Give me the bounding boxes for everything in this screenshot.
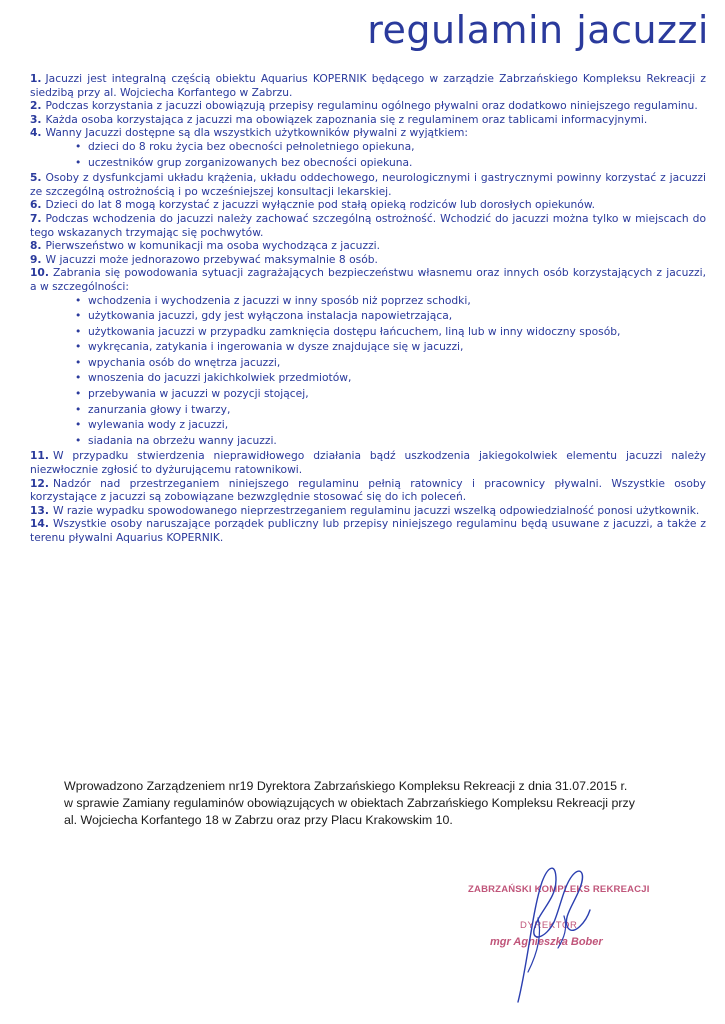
rule-subitem: • użytkowania jacuzzi w przypadku zamknięcia dostępu łańcuchem, liną lub w inny widoczny sposób, <box>75 325 706 339</box>
rule-text: Dzieci do lat 8 mogą korzystać z jacuzzi wyłącznie pod stałą opieką rodziców lub dorosłych opiekunów. <box>45 198 596 212</box>
rule-number: 6. <box>30 198 42 212</box>
rule-item <box>30 239 706 253</box>
handwritten-signature <box>498 852 618 1012</box>
rule-item <box>30 99 706 113</box>
rule-subitem: • wnoszenia do jacuzzi jakichkolwiek przedmiotów, <box>75 371 706 385</box>
rule-text: Podczas korzystania z jacuzzi obowiązują przepisy regulaminu ogólnego pływalni oraz dodatkowo niniejszego regulaminu. <box>45 99 698 113</box>
rule-subitem: • wykręcania, zatykania i ingerowania w dysze znajdujące się w jacuzzi, <box>75 340 706 354</box>
footer-line: al. Wojciecha Korfantego 18 w Zabrzu oraz przy Placu Krakowskim 10. <box>64 813 453 827</box>
rule-sublist <box>30 294 706 448</box>
footer-line: Wprowadzono Zarządzeniem nr19 Dyrektora Zabrzańskiego Kompleksu Rekreacji z dnia 31.07.2015 r. <box>64 779 628 793</box>
rule-text: Wszystkie osoby naruszające porządek publiczny lub przepisy niniejszego regulaminu będą usuwane z jacuzzi, a także z terenu pływalni Aquarius KOPERNIK. <box>30 517 706 544</box>
rule-number: 10. <box>30 266 49 280</box>
rule-subitem: • wchodzenia i wychodzenia z jacuzzi w inny sposób niż poprzez schodki, <box>75 294 706 308</box>
rule-text: W jacuzzi może jednorazowo przebywać maksymalnie 8 osób. <box>45 252 378 266</box>
director-stamp <box>468 880 668 1010</box>
rule-number: 2. <box>30 99 42 113</box>
rule-number: 4. <box>30 126 42 140</box>
rule-subitem: • użytkowania jacuzzi, gdy jest wyłączona instalacja napowietrzająca, <box>75 309 706 323</box>
rule-item <box>30 72 706 99</box>
rule-item <box>30 477 706 504</box>
rule-item <box>30 126 706 140</box>
footer-line: w sprawie Zamiany regulaminów obowiązujących w obiektach Zabrzańskiego Kompleksu Rekreacji przy <box>64 796 635 810</box>
rule-number: 11. <box>30 449 49 463</box>
rule-text: Pierwszeństwo w komunikacji ma osoba wychodząca z jacuzzi. <box>45 239 381 253</box>
footer-note <box>64 778 704 829</box>
stamp-role: DYREKTOR <box>520 920 578 931</box>
rule-text: Nadzór nad przestrzeganiem niniejszego regulaminu pełnią ratownicy i pracownicy pływalni. Wszystkie osoby korzystające z jacuzzi są zobowiązane bezwzględnie stosować się do ich poleceń. <box>30 476 706 504</box>
rule-text: W razie wypadku spowodowanego nieprzestrzeganiem regulaminu jacuzzi wszelką odpowiedzialność ponosi użytkownik. <box>52 503 700 517</box>
rule-subitem: • wylewania wody z jacuzzi, <box>75 418 706 432</box>
rule-number: 1. <box>30 72 42 85</box>
rule-item <box>30 517 706 544</box>
rule-subitem: • uczestników grup zorganizowanych bez obecności opiekuna. <box>75 156 706 170</box>
rule-item <box>30 198 706 212</box>
rule-text: Jacuzzi jest integralną częścią obiektu Aquarius KOPERNIK będącego w zarządzie Zabrzańskiego Kompleksu Rekreacji z siedzibą przy al. Wojciecha Korfantego w Zabrzu. <box>30 72 706 99</box>
page-title: regulamin jacuzzi <box>367 8 709 52</box>
rule-subitem: • wpychania osób do wnętrza jacuzzi, <box>75 356 706 370</box>
rule-number: 12. <box>30 476 49 490</box>
rule-subitem: • dzieci do 8 roku życia bez obecności pełnoletniego opiekuna, <box>75 140 706 154</box>
rule-text: Wanny Jacuzzi dostępne są dla wszystkich użytkowników pływalni z wyjątkiem: <box>45 126 469 140</box>
rule-text: Każda osoba korzystająca z jacuzzi ma obowiązek zapoznania się z regulaminem oraz tablicami informacyjnymi. <box>45 112 648 126</box>
rule-item <box>30 212 706 239</box>
rule-number: 13. <box>30 503 49 517</box>
stamp-name: mgr Agnieszka Bober <box>490 936 603 948</box>
rule-text: Zabrania się powodowania sytuacji zagrażających bezpieczeństwu własnemu oraz innych osób korzystających z jacuzzi, a w szczególności: <box>30 266 706 293</box>
rule-number: 14. <box>30 517 49 531</box>
rule-item <box>30 449 706 476</box>
rule-text: W przypadku stwierdzenia nieprawidłowego działania bądź uszkodzenia jakiegokolwiek elementu jacuzzi należy niezwłocznie zgłosić to dyżurującemu ratownikowi. <box>30 449 706 477</box>
rule-item <box>30 253 706 267</box>
rule-number: 5. <box>30 171 42 185</box>
stamp-organization: ZABRZAŃSKI KOMPLEKS REKREACJI <box>468 884 650 895</box>
rule-item <box>30 113 706 127</box>
rule-sublist <box>30 140 706 169</box>
rule-number: 7. <box>30 211 42 225</box>
rule-number: 3. <box>30 112 42 126</box>
rule-subitem: • siadania na obrzeżu wanny jacuzzi. <box>75 434 706 448</box>
rule-text: Osoby z dysfunkcjami układu krążenia, układu oddechowego, neurologicznymi i gastrycznymi powinny korzystać z jacuzzi ze szczególną ostrożnością i po wcześniejszej konsultacji lekarskiej. <box>30 171 706 198</box>
rules-list <box>30 72 706 545</box>
rule-item <box>30 266 706 293</box>
rule-number: 8. <box>30 239 42 253</box>
rule-item <box>30 504 706 518</box>
rule-text: Podczas wchodzenia do jacuzzi należy zachować szczególną ostrożność. Wchodzić do jacuzzi można tylko w miejscach do tego wskazanych trzymając się pochwytów. <box>30 211 706 239</box>
rule-item <box>30 171 706 198</box>
rule-subitem: • zanurzania głowy i twarzy, <box>75 403 706 417</box>
rule-number: 9. <box>30 252 42 266</box>
rule-subitem: • przebywania w jacuzzi w pozycji stojącej, <box>75 387 706 401</box>
